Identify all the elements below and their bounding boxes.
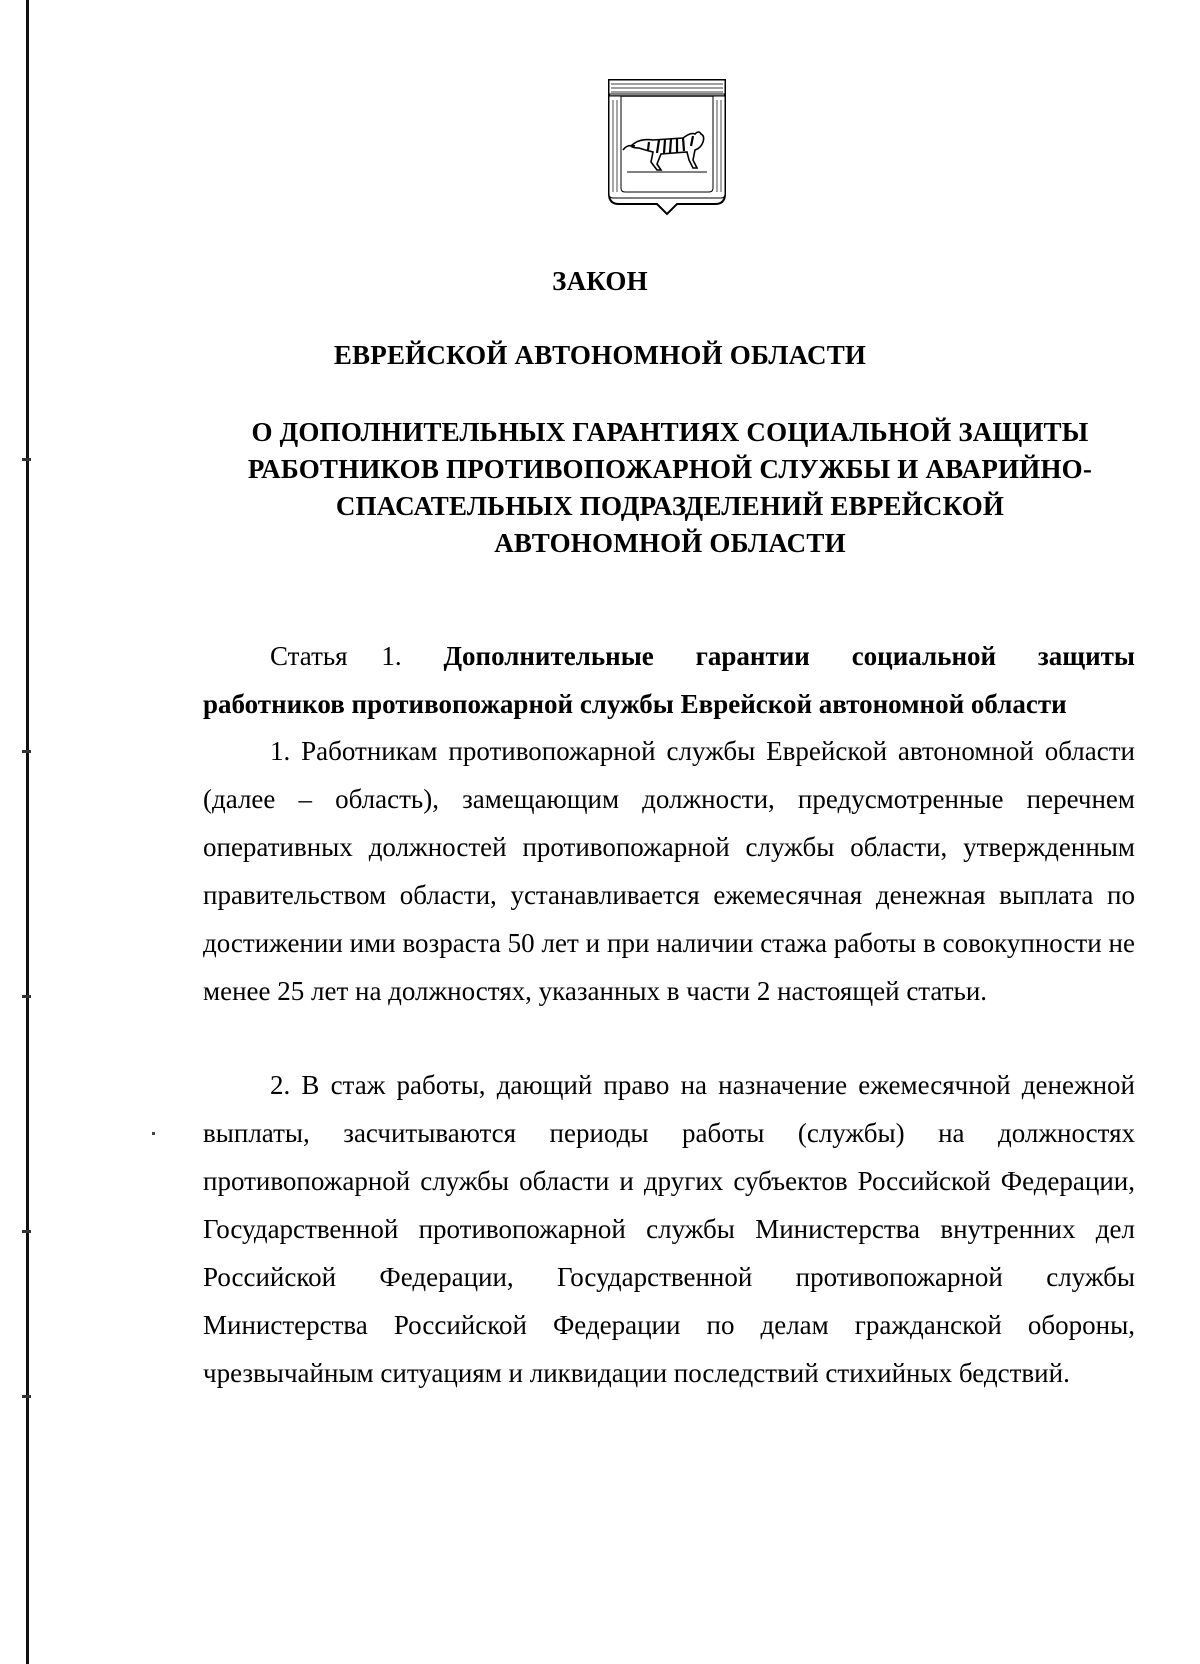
article-heading	[203, 632, 1135, 728]
scan-dot	[152, 1132, 155, 1135]
article-paragraph: 2. В стаж работы, дающий право на назначение ежемесячной денежной выплаты, засчитываются периоды работы (службы) на должностях противопожарной службы области и других субъектов Российской Федерации, Государственной противопожарной службы Министерства внутренних дел Российской Федерации, Государственной противопожарной службы Министерства Российской Федерации по делам гражданской обороны, чрезвычайным ситуациям и ликвидации последствий стихийных бедствий.	[203, 1070, 1135, 1388]
document-subject: О ДОПОЛНИТЕЛЬНЫХ ГАРАНТИЯХ СОЦИАЛЬНОЙ ЗАЩИТЫ РАБОТНИКОВ ПРОТИВОПОЖАРНОЙ СЛУЖБЫ И АВАРИЙНО-СПАСАТЕЛЬНЫХ ПОДРАЗДЕЛЕНИЙ ЕВРЕЙСКОЙ АВТОНОМНОЙ ОБЛАСТИ	[247, 417, 1093, 558]
scan-mark	[22, 750, 31, 753]
article-label: Статья 1.	[270, 641, 402, 671]
scan-edge-line	[26, 0, 29, 1664]
scan-mark	[22, 458, 31, 461]
article-heading-word: защиты	[1037, 641, 1135, 671]
scan-mark	[22, 1230, 31, 1233]
coat-of-arms-tiger-icon	[605, 76, 729, 222]
article-heading-line-2: работников противопожарной службы Еврейской автономной области	[203, 689, 1067, 719]
scan-mark	[22, 995, 31, 998]
article-heading-word: социальной	[851, 641, 997, 671]
article-heading-word: Дополнительные	[443, 641, 654, 671]
document-region: ЕВРЕЙСКОЙ АВТОНОМНОЙ ОБЛАСТИ	[333, 340, 867, 370]
scan-mark	[22, 1395, 31, 1398]
article-number: 1.	[381, 641, 402, 671]
article-paragraph: 1. Работникам противопожарной службы Еврейской автономной области (далее – область), замещающим должности, предусмотренные перечнем оперативных должностей противопожарной службы области, утвержденным правительством области, устанавливается ежемесячная денежная выплата по достижении ими возраста 50 лет и при наличии стажа работы в совокупности не менее 25 лет на должностях, указанных в части 2 настоящей статьи.	[203, 736, 1135, 1006]
article-heading-word: гарантии	[695, 641, 810, 671]
document-title: ЗАКОН	[552, 266, 648, 296]
article-heading-line-1	[203, 632, 1135, 680]
